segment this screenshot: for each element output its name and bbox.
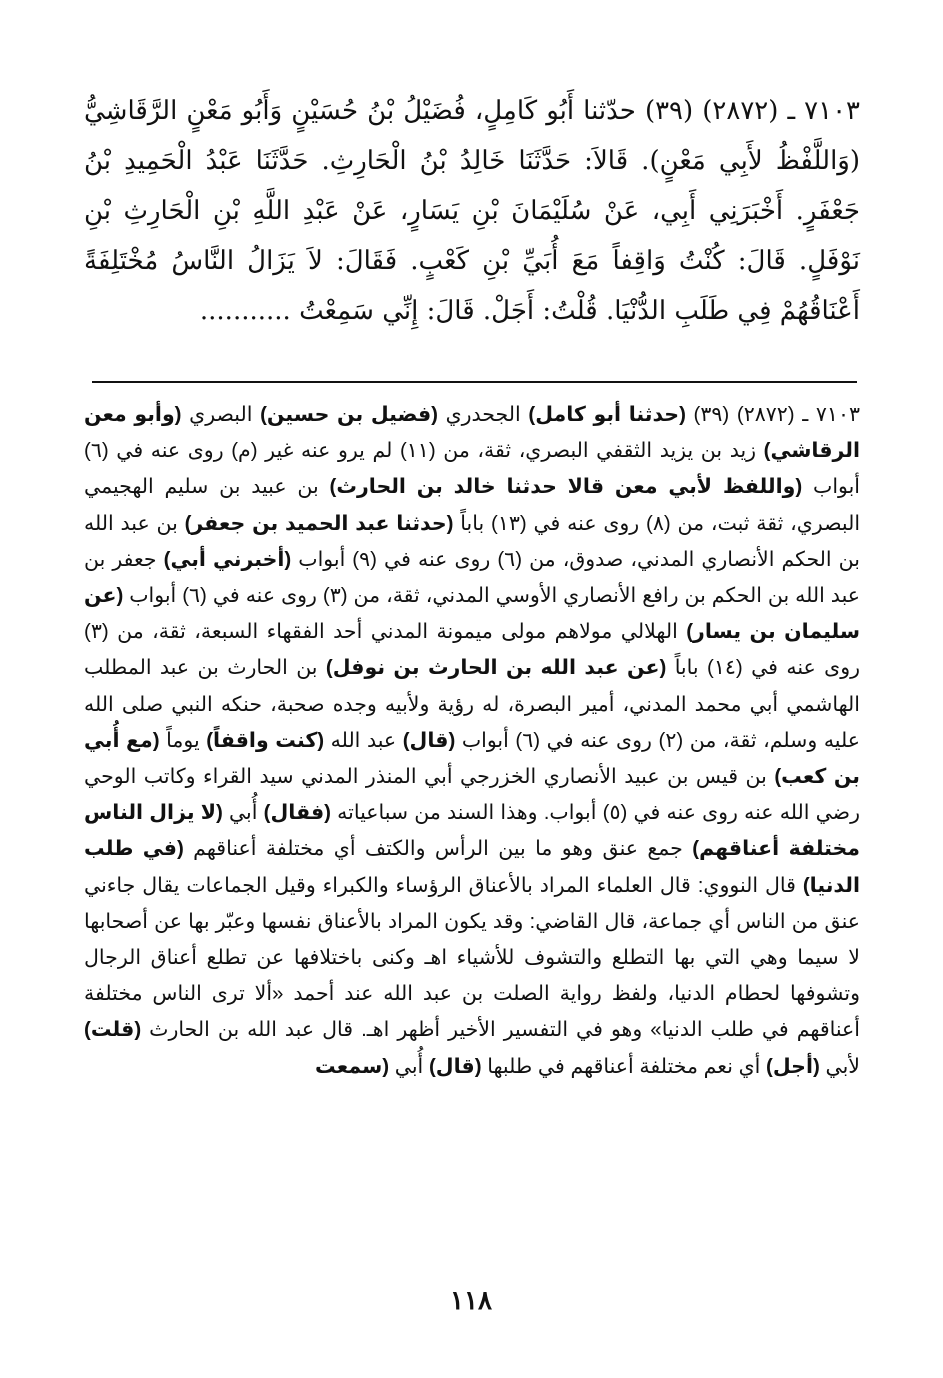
commentary-text: زيد بن يزيد الثقفي البصري، ثقة، من (١١) لم يرو عنه غير (م) روى عنه في (٦) أبواب (84, 439, 860, 499)
commentary-quote: (وأبو معن الرقاشي) (84, 403, 860, 463)
commentary-paragraph (84, 397, 860, 1085)
commentary-text: البصري (181, 403, 261, 426)
commentary-quote: (أخبرني أبي) (163, 547, 292, 571)
commentary-text: جعفر بن عبد الله بن الحكم بن رافع الأنصاري الأوسي المدني، ثقة، من (٣) روى عنه في (٦) أبواب (84, 547, 860, 608)
commentary-quote: (مع أُبي بن كعب) (84, 728, 860, 789)
commentary-quote: (في طلب الدنيا) (84, 837, 860, 897)
commentary-text: لأبي (819, 1054, 860, 1078)
commentary-quote: (قال) (402, 728, 456, 752)
hadith-text-block (84, 86, 860, 336)
commentary-text: أي نعم مختلفة أعناقهم في طلبها (481, 1054, 767, 1078)
commentary-text: بن عبيد بن سليم الهجيمي البصري، ثقة ثبت، من (٨) روى عنه في (١٣) باباً (84, 475, 861, 535)
commentary-text: بن عبد الله بن الحكم الأنصاري المدني، صدوق، من (٦) روى عنه في (٩) أبواب (84, 511, 860, 571)
commentary-text: ٧١٠٣ ـ (٢٨٧٢) (٣٩) (685, 403, 860, 426)
commentary-quote: (سمعت (315, 1054, 390, 1078)
commentary-quote: (أجل) (766, 1054, 820, 1078)
commentary-text: أُبي (389, 1054, 429, 1078)
commentary-quote: (فقال) (263, 801, 331, 825)
commentary-quote: (حدثنا أبو كامل) (528, 403, 686, 426)
commentary-quote: (كنت واقفاً) (206, 728, 325, 752)
commentary-quote: (قلت) (84, 1018, 142, 1042)
commentary-quote: (حدثنا عبد الحميد بن جعفر) (184, 511, 454, 535)
commentary-text: الهلالي مولاهم مولى ميمونة المدني أحد الفقهاء السبعة، ثقة، من (٣) روى عنه في (١٤) باباً (84, 620, 860, 680)
commentary-text: أُبي (222, 801, 264, 825)
commentary-text: يوماً (159, 728, 207, 752)
footnote-divider (92, 381, 857, 383)
commentary-text: قال النووي: قال العلماء المراد بالأعناق الرؤساء والكبراء وقيل الجماعات يقال جاءني عنق من الناس أي جماعة، قال القاضي: وقد يكون المراد بالأعناق نفسها وعبّر بها عن أصحابها لا سيما وهي التي بها التطلع والتشوف للأشياء اهـ وكنى باختلافها عن تطلع أعناق الرجال وتشوفها لحطام الدنيا، ولفظ رواية الصلت بن عبد الله عند أحمد «ألا ترى الناس مختلفة أعناقهم في طلب الدنيا» وهو في التفسير الأخير أظهر اهـ. قال عبد الله بن الحارث (84, 873, 860, 1042)
commentary-text: بن الحارث بن عبد المطلب الهاشمي أبي محمد المدني، أمير البصرة، له رؤية ولأبيه وجده صحبة، حنكه النبي صلى الله عليه وسلم، ثقة، من (٢) روى عنه في (٦) أبواب (84, 656, 861, 752)
commentary-quote: (عن عبد الله بن الحارث بن نوفل) (325, 656, 667, 680)
page-number: ١١٨ (450, 1286, 492, 1316)
commentary-quote: (لا يزال الناس مختلفة أعناقهم) (84, 801, 860, 861)
commentary-text: عبد الله (324, 728, 403, 752)
commentary-text: بن قيس بن عبيد الأنصاري الخزرجي أبي المنذر المدني سيد القراء وكاتب الوحي رضي الله عنه روى عنه في (٥) أبواب. وهذا السند من سباعياته (84, 765, 860, 825)
commentary-quote: (عن سليمان بن يسار) (84, 584, 860, 644)
commentary-text: الجحدري (437, 403, 529, 426)
commentary-quote: (فضيل بن حسين) (260, 403, 438, 426)
commentary-quote: (قال) (428, 1054, 482, 1078)
commentary-block (84, 397, 860, 1085)
commentary-quote: (واللفظ لأبي معن قالا حدثنا خالد بن الحارث) (329, 475, 803, 499)
commentary-text: جمع عنق وهو ما بين الرأس والكتف أي مختلفة أعناقهم (183, 837, 693, 861)
hadith-paragraph: ٧١٠٣ ـ (٢٨٧٢) (٣٩) حدّثنا أَبُو كَامِلٍ، فُضَيْلُ بْنُ حُسَيْنٍ وَأَبُو مَعْنٍ الرَّقَاشِيُّ (وَاللَّفْظُ لأَبِي مَعْنٍ). قَالاَ: حَدَّثَنَا خَالِدُ بْنُ الْحَارِثِ. حَدَّثَنَا عَبْدُ الْحَمِيدِ بْنُ جَعْفَرٍ. أَخْبَرَنِي أَبِي، عَنْ سُلَيْمَانَ بْنِ يَسَارٍ، عَنْ عَبْدِ اللَّهِ بْنِ الْحَارِثِ بْنِ نَوْفَلٍ. قَالَ: كُنْتُ وَاقِفاً مَعَ أُبَيِّ بْنِ كَعْبٍ. فَقَالَ: لاَ يَزَالُ النَّاسُ مُخْتَلِفَةً أَعْنَاقُهُمْ فِي طَلَبِ الدُّنْيَا. قُلْتُ: أَجَلْ. قَالَ: إِنِّي سَمِعْتُ ........... (84, 96, 860, 326)
